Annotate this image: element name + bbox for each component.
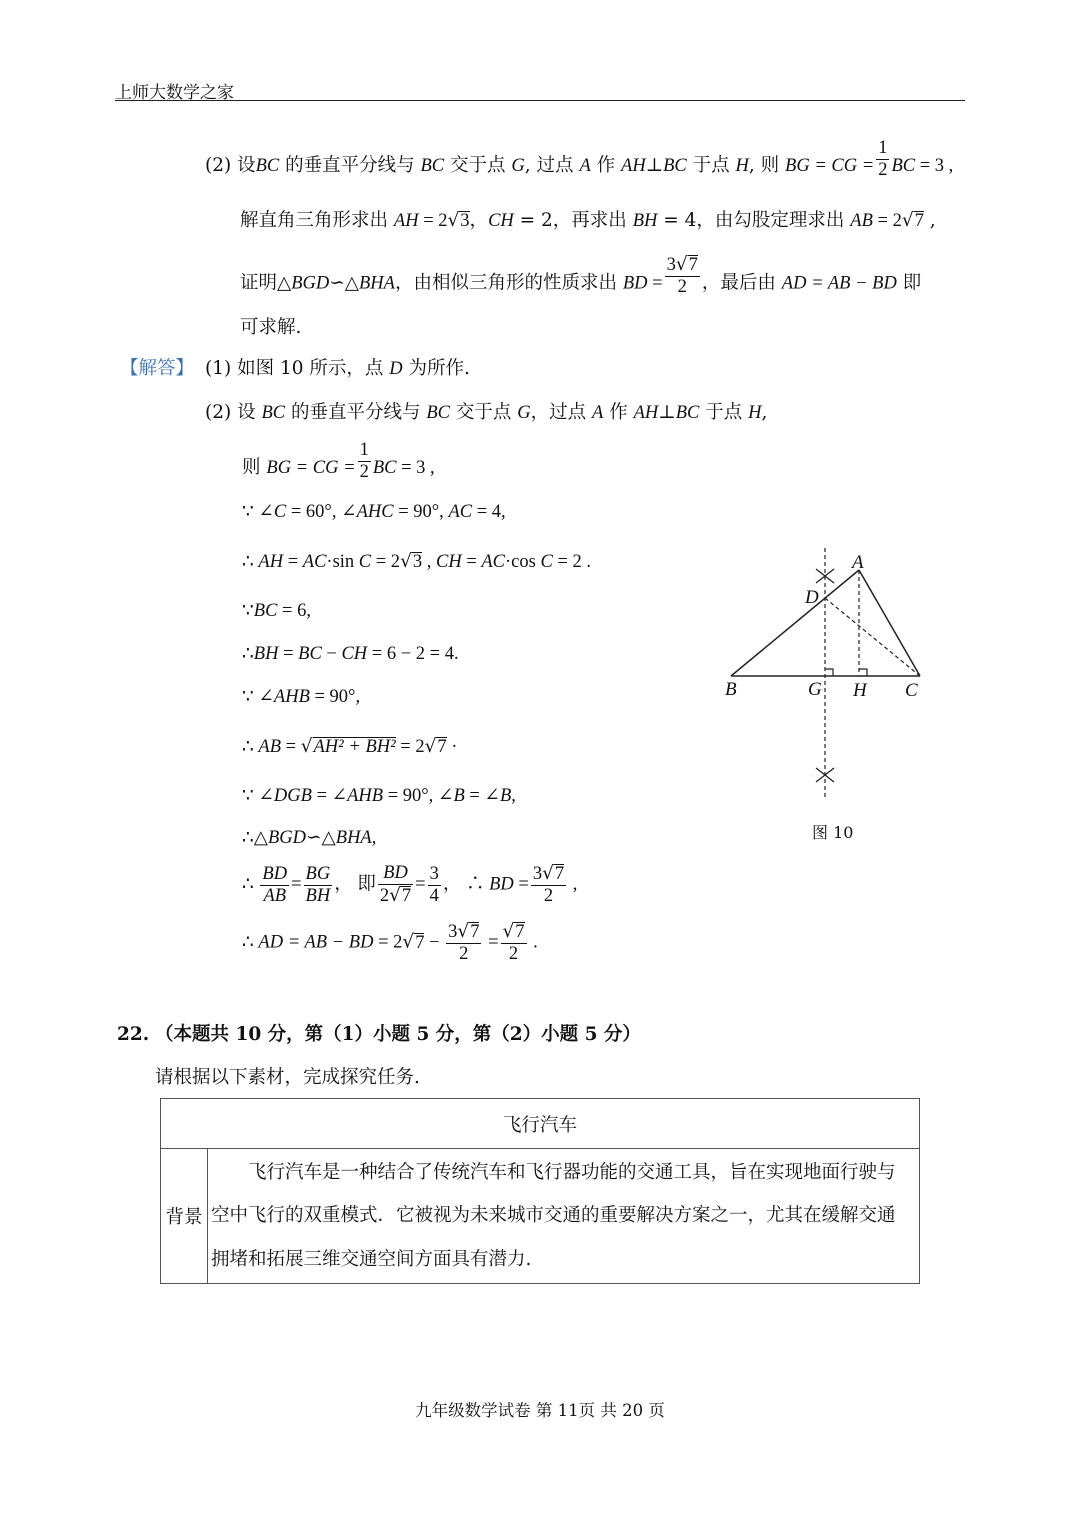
segment-ab — [731, 570, 859, 676]
header-rule — [115, 100, 965, 101]
solution-step-7: ∴ AB = √AH² + BH² = 2√7 · — [242, 736, 458, 757]
page-header: 上师大数学之家 — [115, 83, 234, 103]
question-heading: （本题共 10 分，第（1）小题 5 分，第（2）小题 5 分） — [155, 1024, 641, 1045]
point-label-h: H — [853, 680, 867, 701]
question-intro: 请根据以下素材，完成探究任务. — [155, 1067, 420, 1088]
fraction-one-half: $\frac{1}{2}$ — [878, 138, 888, 181]
solution-step-9: ∴△BGD∽△BHA, — [242, 828, 377, 848]
question-number: 22. — [117, 1024, 150, 1045]
solution-part-1: (1) 如图 10 所示，点 D 为所作. — [205, 358, 470, 379]
segment-ac — [859, 570, 920, 676]
point-label-g: G — [808, 679, 822, 700]
solution-step-1: 则 BG = CG = $\frac{1}{2}$ BC = 3 , — [242, 440, 435, 483]
point-label-b: B — [725, 679, 737, 700]
analysis-line-2: 解直角三角形求出 AH = 2√3，CH = 2，再求出 BH = 4，由勾股定理求出 AB = 2√7 , — [240, 210, 936, 231]
figure-10-diagram — [715, 540, 945, 810]
right-angle-h — [859, 669, 867, 676]
analysis-line-1: (2) 设BC 的垂直平分线与 BC 交于点 G, 过点 A 作 AH⊥BC 于点 H, 则 BG = CG = $\frac{1}{2}$ BC = 3 , — [205, 138, 954, 181]
page-footer: 九年级数学试卷 第 11页 共 20 页 — [415, 1401, 665, 1420]
material-row-label: 背景 — [161, 1149, 208, 1284]
material-line-1: 飞行汽车是一种结合了传统汽车和飞行器功能的交通工具，旨在实现地面行驶与 — [248, 1161, 896, 1183]
point-label-a: A — [852, 552, 864, 573]
material-row-content — [208, 1149, 920, 1284]
figure-caption: 图 10 — [812, 823, 854, 842]
segment-dc — [825, 598, 920, 676]
analysis-line-4: 可求解. — [240, 317, 302, 338]
solution-tag: 【解答】 — [120, 358, 195, 379]
point-label-d: D — [805, 587, 819, 608]
solution-step-3: ∴ AH = AC·sin C = 2√3 , CH = AC·cos C = 2 . — [242, 551, 591, 572]
right-angle-g — [825, 669, 833, 676]
solution-step-8: ∵ ∠DGB = ∠AHB = 90°, ∠B = ∠B, — [242, 786, 516, 806]
solution-step-6: ∵ ∠AHB = 90°, — [242, 687, 361, 707]
material-table — [160, 1098, 920, 1284]
solution-step-11: ∴ AD = AB − BD = 2√7 − $\frac{3√7}{2}$ = $\frac{√7}{2}$ . — [242, 921, 538, 965]
solution-step-2: ∵ ∠C = 60°, ∠AHC = 90°, AC = 4, — [242, 502, 506, 522]
material-line-2: 空中飞行的双重模式．它被视为未来城市交通的重要解决方案之一，尤其在缓解交通 — [211, 1205, 896, 1227]
analysis-line-3: 证明△BGD∽△BHA，由相似三角形的性质求出 BD = $\frac{3√7}{2}$ ，最后由 AD = AB − BD 即 — [240, 254, 922, 298]
solution-step-5: ∴BH = BC − CH = 6 − 2 = 4. — [242, 644, 459, 664]
material-line-3: 拥堵和拓展三维交通空间方面具有潜力. — [211, 1248, 532, 1270]
material-table-title: 飞行汽车 — [161, 1099, 920, 1149]
solution-step-10: ∴ $\frac{BD}{AB}$ = $\frac{BG}{BH}$ ， 即 $\frac{BD}{2√7}$ = $\frac{3}{4}$ ， ∴ BD = $\frac{3√7}{2}$ , — [242, 863, 578, 907]
solution-step-4: ∵BC = 6, — [242, 601, 311, 621]
fraction-3root7-over-2: $\frac{3√7}{2}$ — [666, 254, 698, 298]
point-label-c: C — [905, 680, 918, 701]
solution-part-2-intro: (2) 设 BC 的垂直平分线与 BC 交于点 G，过点 A 作 AH⊥BC 于点 H, — [205, 402, 768, 423]
